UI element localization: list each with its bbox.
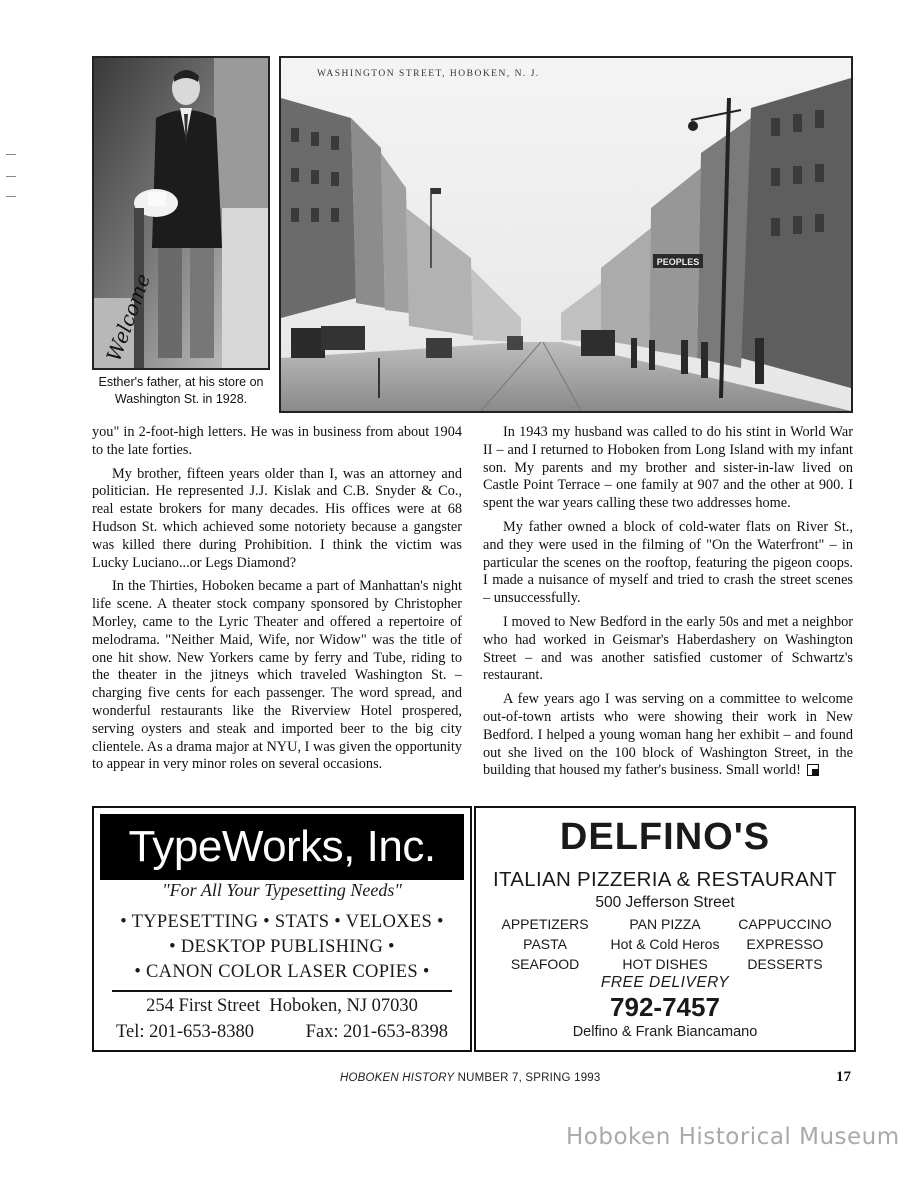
article-paragraph: In the Thirties, Hoboken became a part of Manhattan's night life scene. A theater stock company sponsored by Christopher Morley, came to the Lyric Theater and offered a repertoire of melodrama. "Neither Maid, Wife, nor Widow" was the title of one hit show. New Yorkers came by ferry and Tube, riding to the theater in the jitneys which traveled Washington St. – charging five cents for each passenger. The word spread, and wonderful restaurants like the Riverview Hotel prospered, serving oysters and steak and imported beer to the big city clientele. As a drama major at NYU, I was given the opportunity to appear in very minor roles on several occasions.	[92, 578, 462, 773]
publication-name: HOBOKEN HISTORY	[340, 1072, 455, 1084]
binder-hole	[6, 172, 16, 182]
article-paragraph: In 1943 my husband was called to do his stint in World War II – and I returned to Hoboken from Long Island with my infant son. My parents and my brother and sister-in-law lived on Castle Point Terrace – one family at 907 and the other at 900. I spent the war years calling these two addresses home.	[483, 424, 853, 512]
menu-item: HOT DISHES	[622, 956, 708, 972]
menu-item: DESSERTS	[747, 956, 823, 972]
menu-item: Hot & Cold Heros	[610, 936, 720, 952]
article-paragraph: I moved to New Bedford in the early 50s and met a neighbor who had worked in Geismar's Haberdashery on Washington Street – and was another satisfied customer of Schwartz's restaurant.	[483, 613, 853, 684]
delfinos-menu	[486, 914, 844, 974]
binder-hole	[6, 150, 16, 160]
article-paragraph: you" in 2-foot-high letters. He was in business from about 1904 to the late forties.	[92, 424, 462, 458]
menu-column	[606, 914, 724, 974]
typeworks-address: 254 First Street Hoboken, NJ 07030	[146, 996, 418, 1016]
typeworks-name: TypeWorks, Inc.	[100, 814, 464, 880]
article-paragraph: My father owned a block of cold-water flats on River St., and they were used in the filming of "On the Waterfront" – in particular the scenes on the rooftop, featuring the pigeon coops. I made a nuisance of myself and tried to crash the street scenes – unsuccessfully.	[483, 518, 853, 607]
portrait-caption: Esther's father, at his store on Washington St. in 1928.	[98, 375, 264, 406]
store-sign: PEOPLES	[656, 257, 700, 267]
article-final-text: A few years ago I was serving on a committee to welcome out-of-town artists who were showing their work in New Bedford. I helped a young woman hang her exhibit – and found out she lived on the 100 block of Washington Street, in the building that housed my father's business. Small world!	[483, 691, 853, 779]
typeworks-service-line: • CANON COLOR LASER COPIES •	[134, 962, 430, 982]
typeworks-ad	[92, 806, 472, 1052]
article-left-column	[92, 424, 462, 798]
typeworks-fax: Fax: 201-653-8398	[305, 1022, 448, 1042]
end-of-article-icon	[807, 764, 819, 776]
binder-hole	[6, 192, 16, 202]
delfinos-delivery: FREE DELIVERY	[600, 974, 730, 991]
menu-item: PASTA	[523, 936, 567, 952]
portrait-photo	[92, 56, 270, 370]
page-footer	[340, 1072, 600, 1084]
menu-column	[486, 914, 604, 974]
delfinos-owners: Delfino & Frank Biancamano	[572, 1024, 758, 1040]
delfinos-subtitle: ITALIAN PIZZERIA & RESTAURANT	[493, 868, 837, 891]
page-number: 17	[836, 1069, 851, 1085]
photo-title: WASHINGTON STREET, HOBOKEN, N. J.	[317, 69, 540, 79]
menu-item: APPETIZERS	[501, 916, 589, 932]
street-photo	[279, 56, 853, 413]
delfinos-name: DELFINO'S	[559, 816, 771, 858]
typeworks-service-line: • DESKTOP PUBLISHING •	[169, 937, 395, 957]
menu-item: PAN PIZZA	[629, 916, 701, 932]
delfinos-address: 500 Jefferson Street	[595, 894, 735, 911]
article-paragraph	[483, 691, 853, 780]
issue-info: NUMBER 7, SPRING 1993	[457, 1072, 601, 1084]
delfinos-phone: 792-7457	[610, 992, 720, 1022]
svg-text:Welcome: Welcome	[101, 270, 156, 365]
article-right-column	[483, 424, 853, 786]
street-illustration	[281, 58, 851, 411]
portrait-illustration	[94, 58, 268, 368]
typeworks-service-line: • TYPESETTING • STATS • VELOXES •	[120, 912, 444, 932]
typeworks-phones	[116, 1022, 448, 1043]
museum-watermark: Hoboken Historical Museum	[566, 1124, 900, 1150]
typeworks-tel: Tel: 201-653-8380	[116, 1022, 254, 1042]
article-paragraph: My brother, fifteen years older than I, was an attorney and politician. He represented J.J. Kislak and C.B. Snyder & Co., real estate brokers for many decades. His offices were at 68 Hudson St. which achieved some notoriety because a gangster was killed there during Prohibition. I think the victim was Lucky Luciano...or Legs Diamond?	[92, 465, 462, 571]
menu-item: EXPRESSO	[746, 936, 824, 952]
menu-item: CAPPUCCINO	[738, 916, 832, 932]
delfinos-ad	[474, 806, 856, 1052]
typeworks-tagline: "For All Your Typesetting Needs"	[162, 880, 402, 900]
menu-column	[726, 914, 844, 974]
typeworks-services	[94, 910, 470, 985]
typeworks-divider	[112, 990, 452, 992]
menu-item: SEAFOOD	[510, 956, 580, 972]
